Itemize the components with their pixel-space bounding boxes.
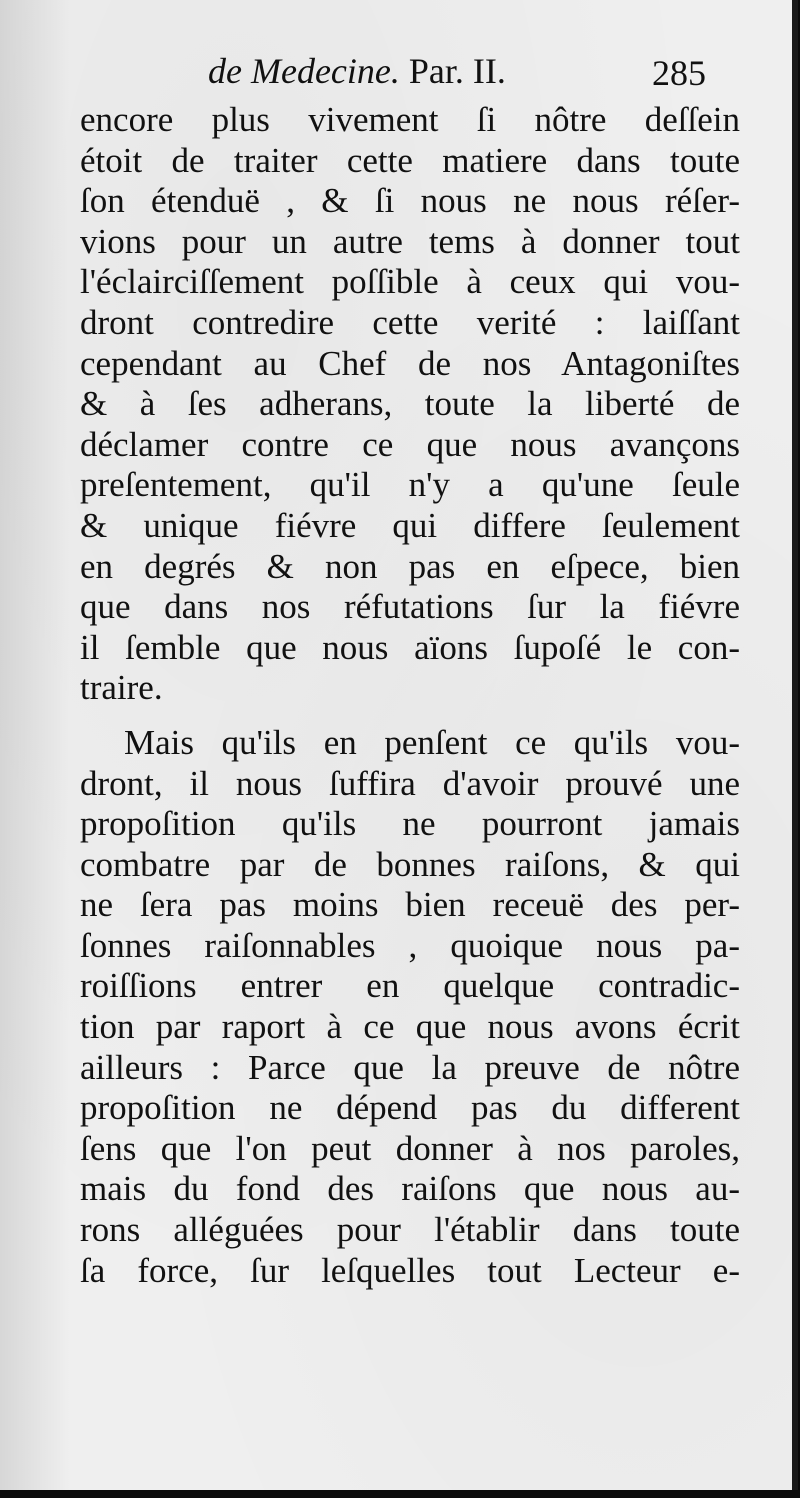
text-line: ailleurs : Parce que la preuve de nôtre [80,1047,740,1087]
text-line: roiſſions entrer en quelque contradic- [80,966,740,1006]
text-line: ne ſera pas moins bien receuë des per- [80,885,740,925]
text-line: encore plus vivement ſi nôtre deſſein [80,100,740,139]
page-edge [792,0,798,1490]
text-line: dront, il nous ſuffira d'avoir prouvé une [80,763,740,803]
text-line: rons alléguées pour l'établir dans toute [80,1210,740,1250]
page-number: 285 [652,53,706,93]
text-line: vions pour un autre tems à donner tout [80,221,740,261]
text-line: que dans nos réfutations ſur la fiévre [80,587,740,627]
text-line: l'éclairciſſement poſſible à ceux qui vou- [80,262,740,302]
text-line: ſa force, ſur leſquelles tout Lecteur e- [80,1250,740,1290]
gutter-shadow [0,0,70,1490]
text-line: & à ſes adherans, toute la liberté de [80,384,740,424]
text-line: ſens que l'on peut donner à nos paroles, [80,1128,740,1168]
running-title-part: Par. II. [408,51,506,91]
text-line: il ſemble que nous aïons ſupoſé le con- [80,627,740,667]
text-line: en degrés & non pas en eſpece, bien [80,546,740,586]
text-line: ſonnes raiſonnables , quoique nous pa- [80,925,740,965]
text-line: ſon étenduë , & ſi nous ne nous réſer- [80,181,740,221]
text-line: mais du fond des raiſons que nous au- [80,1169,740,1209]
text-line: Mais qu'ils en penſent ce qu'ils vou- [124,722,740,762]
text-line: propoſition ne dépend pas du different [80,1088,740,1128]
text-line: preſentement, qu'il n'y a qu'une ſeule [80,465,740,505]
text-line: traire. [80,668,163,708]
text-line: déclamer contre ce que nous avançons [80,424,740,464]
running-title [208,50,506,92]
text-line: dront contredire cette verité : laiſſant [80,302,740,342]
page-header [0,50,798,100]
text-line: & unique fiévre qui differe ſeulement [80,505,740,545]
paragraph-1 [80,100,740,709]
text-line: propoſition qu'ils ne pourront jamais [80,804,740,844]
running-title-italic: de Medecine. [208,51,400,91]
paragraph-2 [80,723,740,1291]
text-line: étoit de traiter cette matiere dans toute [80,140,740,180]
text-line: cependant au Chef de nos Antagoniſtes [80,343,740,383]
body-text [80,100,740,1291]
text-line: tion par raport à ce que nous avons écrit [80,1007,740,1047]
text-line: combatre par de bonnes raiſons, & qui [80,844,740,884]
